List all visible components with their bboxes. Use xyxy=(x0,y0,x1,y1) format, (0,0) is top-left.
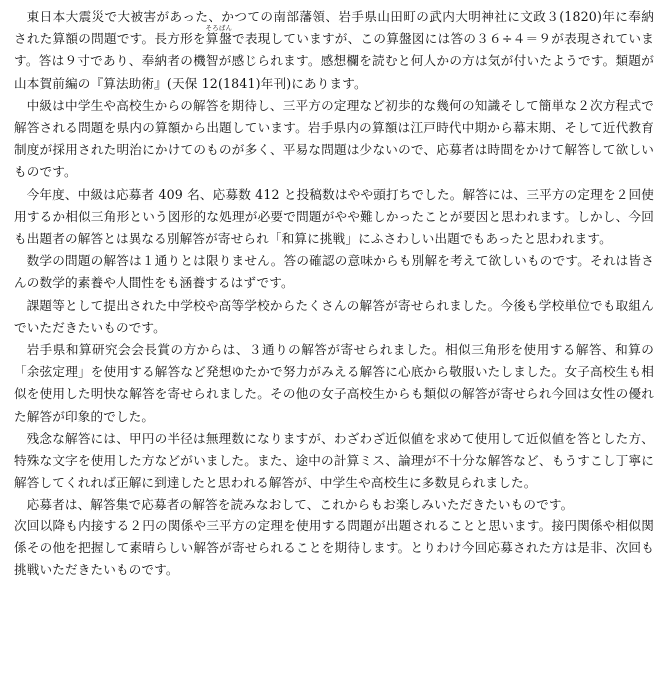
paragraph-intermediate-level: 中級は中学生や高校生からの解答を期待し、三平方の定理など初歩的な幾何の知識そして簡単な２次方程式で解答される問題を県内の算額から出題しています。岩手県内の算額は江戸時代中期から幕末期、そして近代教育制度が採用された明治にかけてのものが多く、平易な問題は少ないので、応募者は時間をかけて解答して欲しいものです。 xyxy=(14,97,654,180)
paragraph-text: 東日本大震災で大被害があった、かつての南部藩領、岩手県山田町の武内大明神社に文政３(1820)年に奉納された算額の問題です。長方形を xyxy=(14,9,654,47)
ruby-base: 算盤 xyxy=(205,31,233,47)
paragraph-text: で表現していますが、この算盤図には答の３６÷４＝９が表現されています。答は９寸であり、奉納者の機智が感じられます。感想欄を読むと何人かの方は気が付いたようです。類題が山本賀前編の『算法助術』(天保 12(1841)年刊)にあります。 xyxy=(14,31,654,91)
ruby-reading: そろばん xyxy=(205,24,233,33)
paragraph-next-time: 次回以降も内接する２円の関係や三平方の定理を使用する問題が出題されることと思います。接円関係や相似関係その他を把握して素晴らしい解答が寄せられることを期待します。とりわけ今回応募された方は是非、次回も挑戦いただきたいものです。 xyxy=(14,517,654,578)
paragraph-alternate-solutions: 数学の問題の解答は１通りとは限りません。答の確認の意味からも別解を考えて欲しいものです。それは皆さんの数学的素養や人間性をも涵養するはずです。 xyxy=(14,253,654,291)
paragraph-school-submissions: 課題等として提出された中学校や高等学校からたくさんの解答が寄せられました。今後も学校単位でも取組んでいただきたいものです。 xyxy=(14,297,654,335)
paragraph-this-year: 今年度、中級は応募者 409 名、応募数 412 と投稿数はやや頭打ちでした。解答には、三平方の定理を２回使用するか相似三角形という図形的な処理が必要で問題がやや難しかったことが要因と思われます。しかし、今回も出題者の解答とは異なる別解答が寄せられ「和算に挑戦」にふさわしい出題でもあったと思われます。 xyxy=(14,186,654,247)
paragraph-answer-collection: 応募者は、解答集で応募者の解答を読みなおして、これからもお楽しみいただきたいものです。 xyxy=(26,497,574,513)
soroban-ruby xyxy=(205,24,233,47)
paragraph-regrettable-answers: 残念な解答には、甲円の半径は無理数になりますが、わざわざ近似値を求めて使用して近似値を答とした方、特殊な文字を使用した方などがいました。また、途中の計算ミス、論理が不十分な解答など、もうすこし丁寧に解答してくれれば正解に到達したと思われる解答が、中学生や高校生に多数見られました。 xyxy=(14,430,654,491)
paragraph-sangaku-intro xyxy=(14,6,654,95)
paragraph-president-award: 岩手県和算研究会会長賞の方からは、３通りの解答が寄せられました。相似三角形を使用する解答、和算の「余弦定理」を使用する解答など発想ゆたかで努力がみえる解答に心底から敬服いたしました。女子高校生も相似を使用した明快な解答を寄せられました。その他の女子高校生からも類似の解答が寄せられ今回は女性の優れた解答が印象的でした。 xyxy=(14,342,654,424)
